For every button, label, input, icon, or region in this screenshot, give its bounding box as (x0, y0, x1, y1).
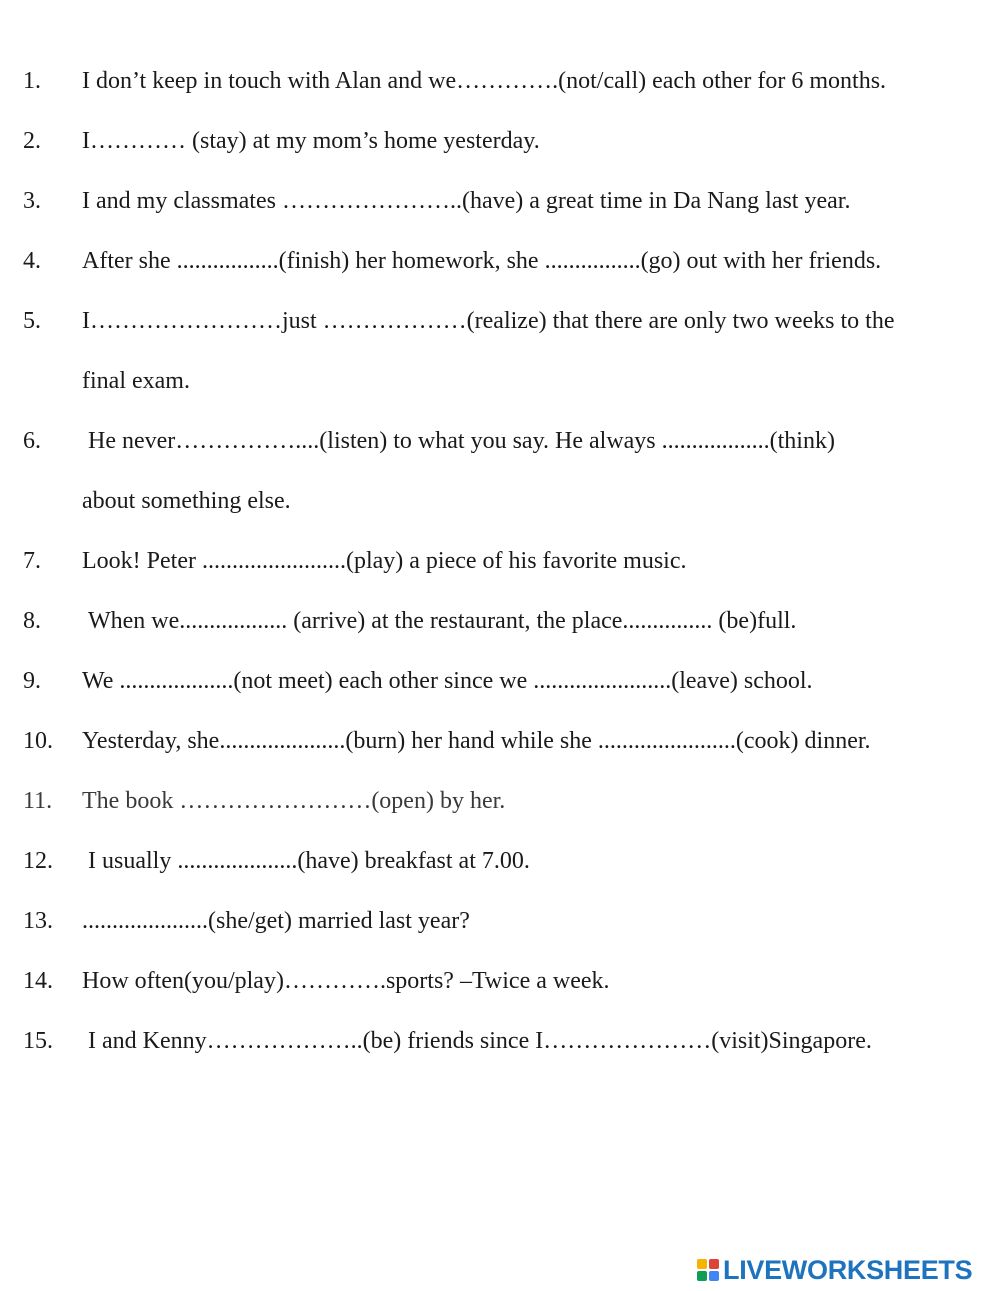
question-text: I usually ....................(have) breakfast at 7.00. (88, 848, 530, 874)
question-number: 14. (23, 968, 53, 994)
question-6-continuation: about something else. (82, 488, 291, 514)
question-text: I and my classmates …………………..(have) a great time in Da Nang last year. (82, 188, 851, 214)
question-text: I and Kenny………………..(be) friends since I…………………(visit)Singapore. (88, 1028, 872, 1054)
question-number: 8. (23, 608, 41, 634)
question-text: I……………………just ………………(realize) that there are only two weeks to the (82, 308, 895, 334)
question-number: 1. (23, 68, 41, 94)
question-number: 12. (23, 848, 53, 874)
brand-name: LIVEWORKSHEETS (723, 1254, 973, 1285)
logo-block (709, 1271, 719, 1281)
question-number: 4. (23, 248, 41, 274)
question-text: After she .................(finish) her homework, she ................(go) out with her friends. (82, 248, 882, 274)
logo-blocks-icon (697, 1259, 719, 1281)
question-text: We ...................(not meet) each other since we .......................(leave) school. (82, 668, 813, 694)
question-text: How often(you/play)………….sports? –Twice a week. (82, 968, 610, 994)
question-text: When we.................. (arrive) at the restaurant, the place............... (be)full. (88, 608, 797, 634)
question-number: 6. (23, 428, 41, 454)
logo-block (709, 1259, 719, 1269)
logo-block (697, 1271, 707, 1281)
question-number: 15. (23, 1028, 53, 1054)
question-number: 10. (23, 728, 53, 754)
question-text: Look! Peter ........................(play) a piece of his favorite music. (82, 548, 687, 574)
question-number: 13. (23, 908, 53, 934)
question-5-continuation: final exam. (82, 368, 190, 394)
liveworksheets-logo (697, 1255, 972, 1285)
question-text: The book ……………………(open) by her. (82, 788, 506, 814)
question-text: I………… (stay) at my mom’s home yesterday. (82, 128, 540, 154)
question-text: .....................(she/get) married last year? (82, 908, 470, 934)
question-number: 2. (23, 128, 41, 154)
question-text: Yesterday, she.....................(burn) her hand while she .......................(cook) dinner. (82, 728, 871, 754)
question-number: 5. (23, 308, 41, 334)
logo-block (697, 1259, 707, 1269)
question-number: 7. (23, 548, 41, 574)
question-text: He never……………....(listen) to what you say. He always ..................(think) (88, 428, 835, 454)
question-text: I don’t keep in touch with Alan and we………….(not/call) each other for 6 months. (82, 68, 887, 94)
question-number: 11. (23, 788, 53, 814)
question-number: 3. (23, 188, 41, 214)
question-number: 9. (23, 668, 41, 694)
